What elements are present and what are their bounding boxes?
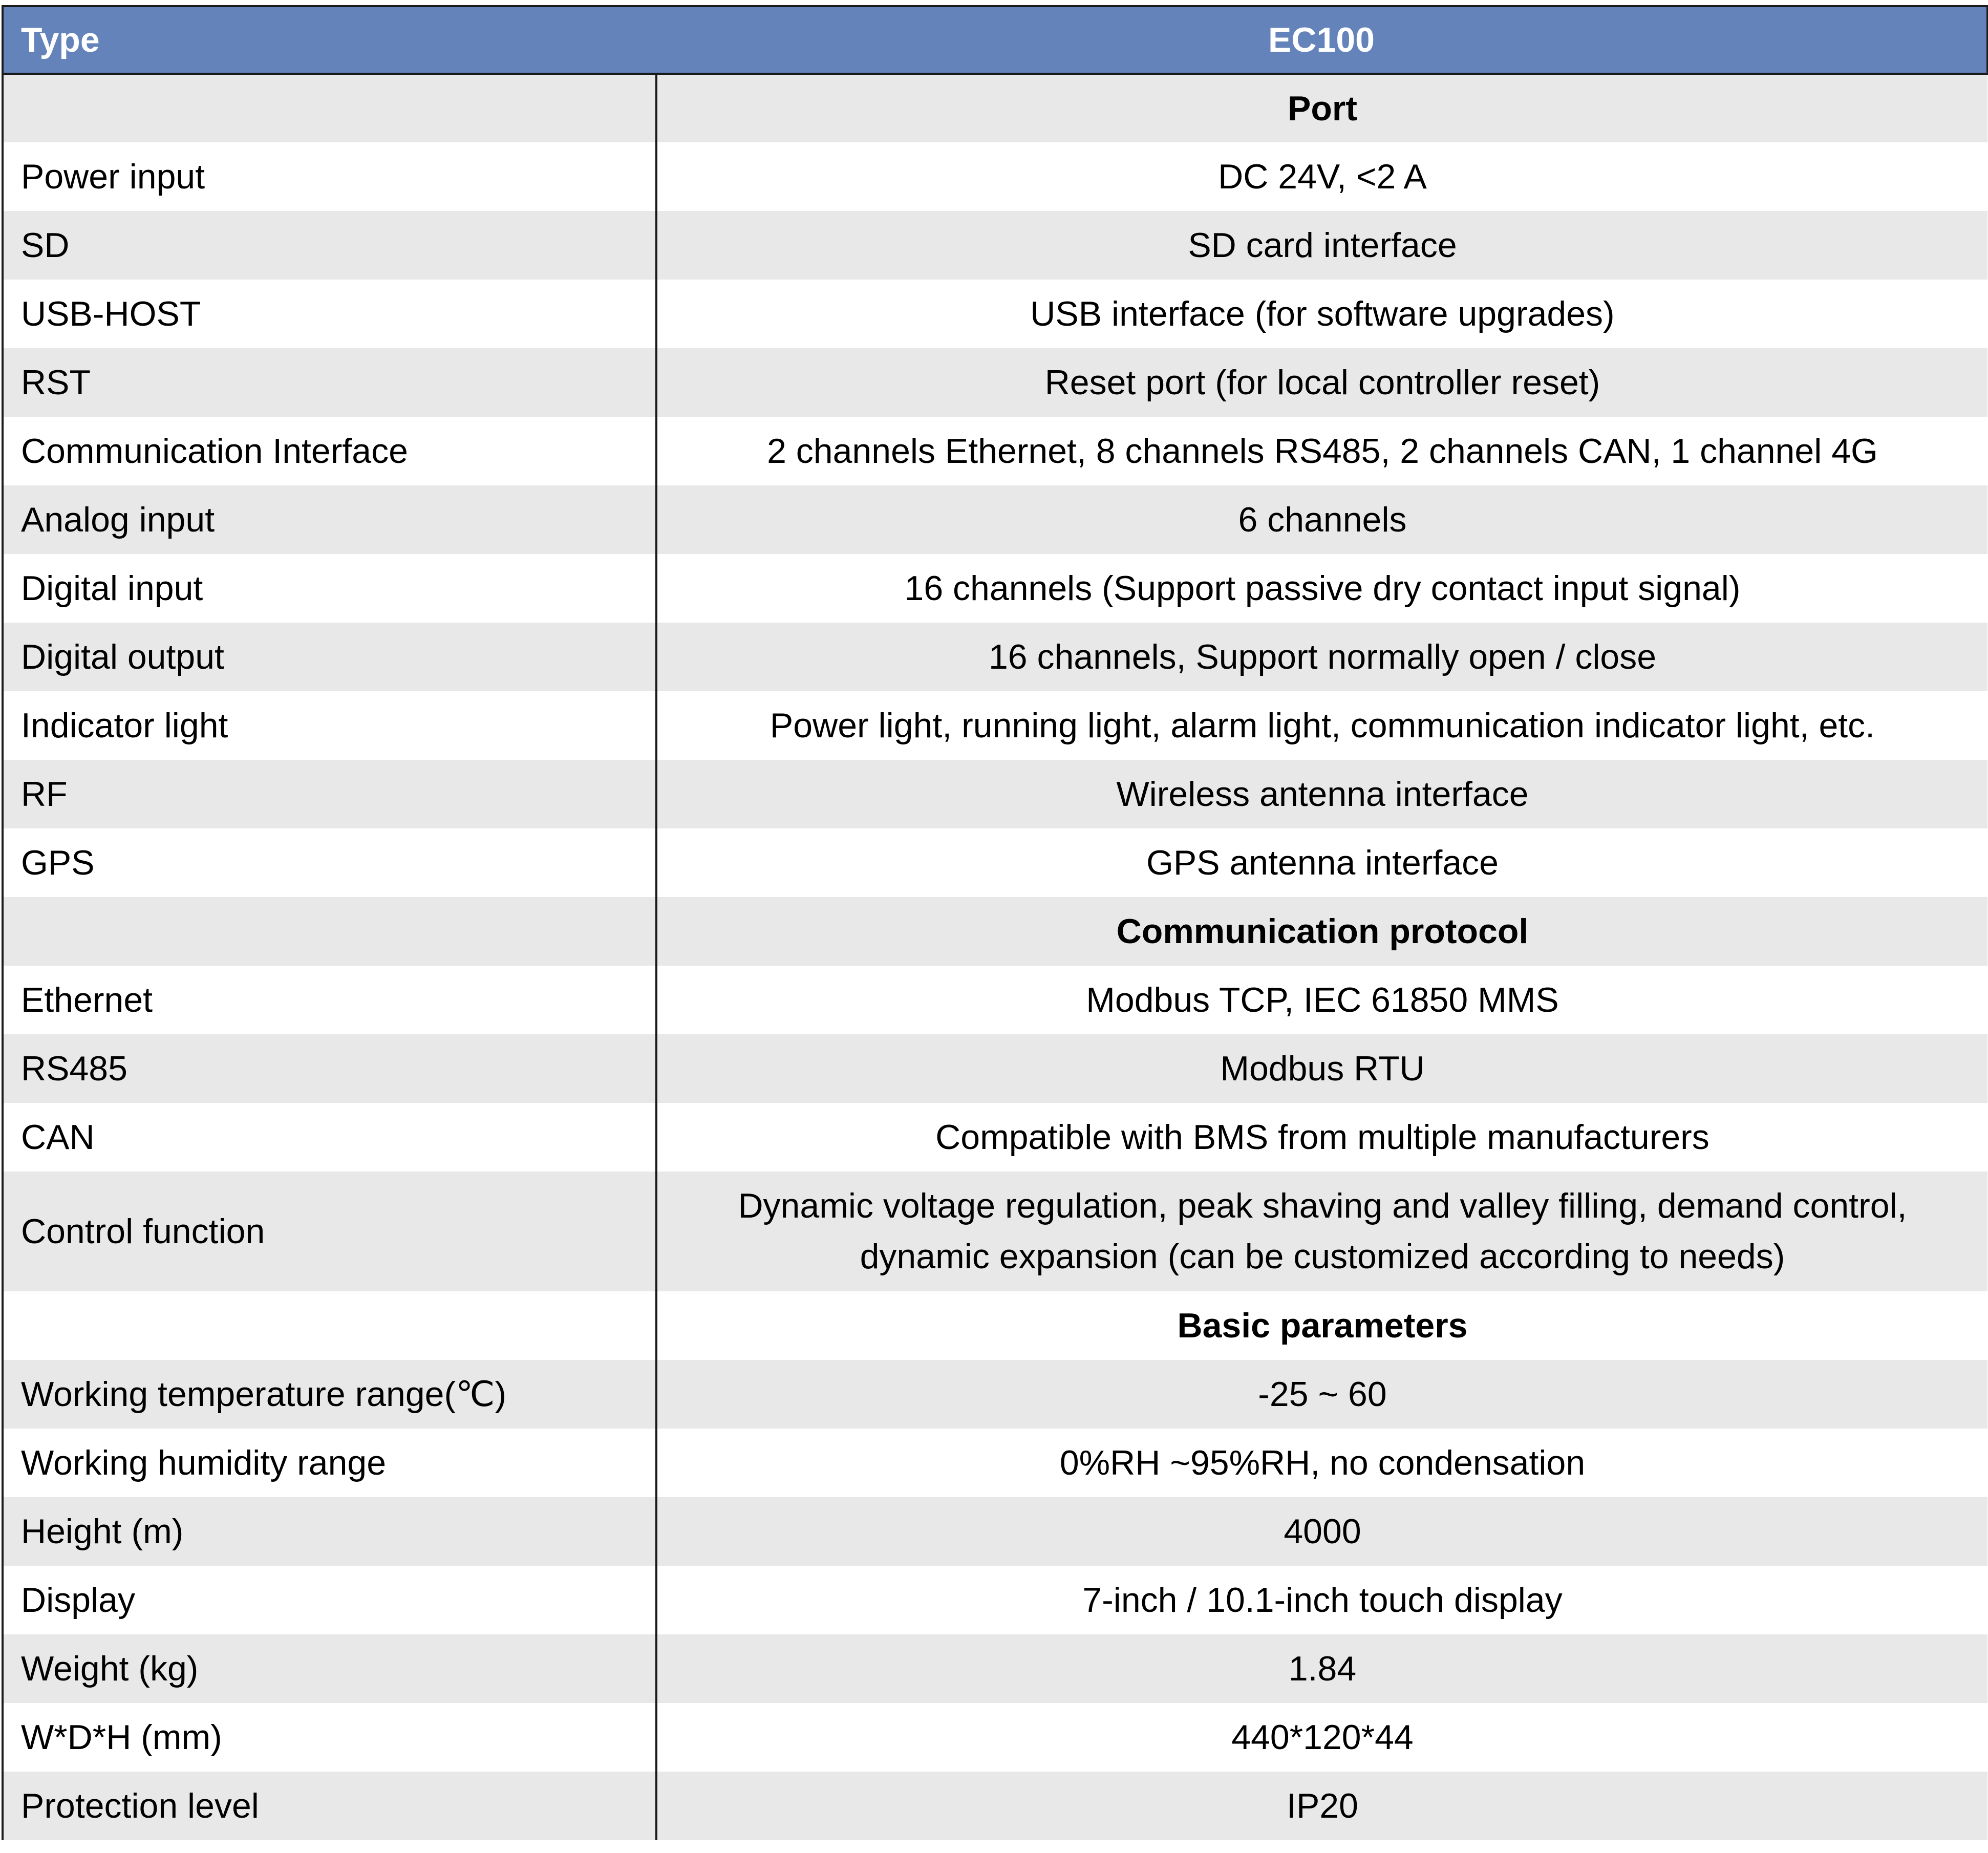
spec-value: GPS antenna interface — [656, 828, 1987, 897]
spec-label: Weight (kg) — [3, 1634, 656, 1703]
spec-value: -25 ~ 60 — [656, 1360, 1987, 1429]
table-row — [3, 1103, 1987, 1172]
spec-value: 6 channels — [656, 485, 1987, 554]
spec-label — [3, 74, 656, 142]
table-row — [3, 280, 1987, 348]
section-row — [3, 897, 1987, 966]
table-row — [3, 211, 1987, 280]
spec-label: GPS — [3, 828, 656, 897]
spec-value: 2 channels Ethernet, 8 channels RS485, 2 channels CAN, 1 channel 4G — [656, 417, 1987, 485]
spec-value: Modbus TCP, IEC 61850 MMS — [656, 966, 1987, 1034]
table-row — [3, 1034, 1987, 1103]
table-row — [3, 417, 1987, 485]
table-row — [3, 1429, 1987, 1497]
spec-label: Control function — [3, 1172, 656, 1291]
spec-table-body — [3, 74, 1987, 1840]
header-row — [3, 6, 1987, 74]
spec-label: Display — [3, 1566, 656, 1634]
spec-label: Communication Interface — [3, 417, 656, 485]
spec-label: Indicator light — [3, 691, 656, 760]
table-row — [3, 1772, 1987, 1840]
spec-label: Height (m) — [3, 1497, 656, 1566]
spec-label: Protection level — [3, 1772, 656, 1840]
spec-value: 16 channels (Support passive dry contact input signal) — [656, 554, 1987, 623]
spec-label: SD — [3, 211, 656, 280]
spec-value: 7-inch / 10.1-inch touch display — [656, 1566, 1987, 1634]
spec-table — [2, 5, 1988, 1840]
table-row — [3, 966, 1987, 1034]
spec-value: IP20 — [656, 1772, 1987, 1840]
header-type: Type — [3, 6, 656, 74]
section-title: Port — [656, 74, 1987, 142]
spec-label: USB-HOST — [3, 280, 656, 348]
table-row — [3, 1634, 1987, 1703]
spec-value: SD card interface — [656, 211, 1987, 280]
spec-label: Working temperature range(℃) — [3, 1360, 656, 1429]
spec-value: 4000 — [656, 1497, 1987, 1566]
spec-value: 0%RH ~95%RH, no condensation — [656, 1429, 1987, 1497]
spec-label — [3, 897, 656, 966]
spec-label: RS485 — [3, 1034, 656, 1103]
table-row — [3, 1703, 1987, 1772]
table-row — [3, 485, 1987, 554]
table-row — [3, 348, 1987, 417]
spec-label — [3, 1291, 656, 1360]
section-title: Basic parameters — [656, 1291, 1987, 1360]
spec-label: RF — [3, 760, 656, 828]
table-row — [3, 142, 1987, 211]
spec-value: USB interface (for software upgrades) — [656, 280, 1987, 348]
spec-value: Modbus RTU — [656, 1034, 1987, 1103]
table-row — [3, 1360, 1987, 1429]
spec-value: Dynamic voltage regulation, peak shaving and valley filling, demand control, dynamic expansion (can be customized according to needs) — [656, 1172, 1987, 1291]
spec-label: Working humidity range — [3, 1429, 656, 1497]
spec-label: Digital output — [3, 623, 656, 691]
spec-value: Compatible with BMS from multiple manufacturers — [656, 1103, 1987, 1172]
section-title: Communication protocol — [656, 897, 1987, 966]
spec-label: W*D*H (mm) — [3, 1703, 656, 1772]
spec-label: Digital input — [3, 554, 656, 623]
table-row — [3, 623, 1987, 691]
spec-label: CAN — [3, 1103, 656, 1172]
spec-value: 16 channels, Support normally open / close — [656, 623, 1987, 691]
spec-label: Power input — [3, 142, 656, 211]
section-row — [3, 1291, 1987, 1360]
table-row — [3, 554, 1987, 623]
spec-value: 1.84 — [656, 1634, 1987, 1703]
spec-label: Analog input — [3, 485, 656, 554]
spec-value: DC 24V, <2 A — [656, 142, 1987, 211]
spec-label: Ethernet — [3, 966, 656, 1034]
header-model: EC100 — [656, 6, 1987, 74]
table-row — [3, 1497, 1987, 1566]
table-row — [3, 760, 1987, 828]
section-row — [3, 74, 1987, 142]
spec-value: 440*120*44 — [656, 1703, 1987, 1772]
table-row — [3, 1172, 1987, 1291]
spec-label: RST — [3, 348, 656, 417]
spec-value: Wireless antenna interface — [656, 760, 1987, 828]
spec-value: Reset port (for local controller reset) — [656, 348, 1987, 417]
table-row — [3, 828, 1987, 897]
spec-value: Power light, running light, alarm light, communication indicator light, etc. — [656, 691, 1987, 760]
table-row — [3, 1566, 1987, 1634]
table-row — [3, 691, 1987, 760]
